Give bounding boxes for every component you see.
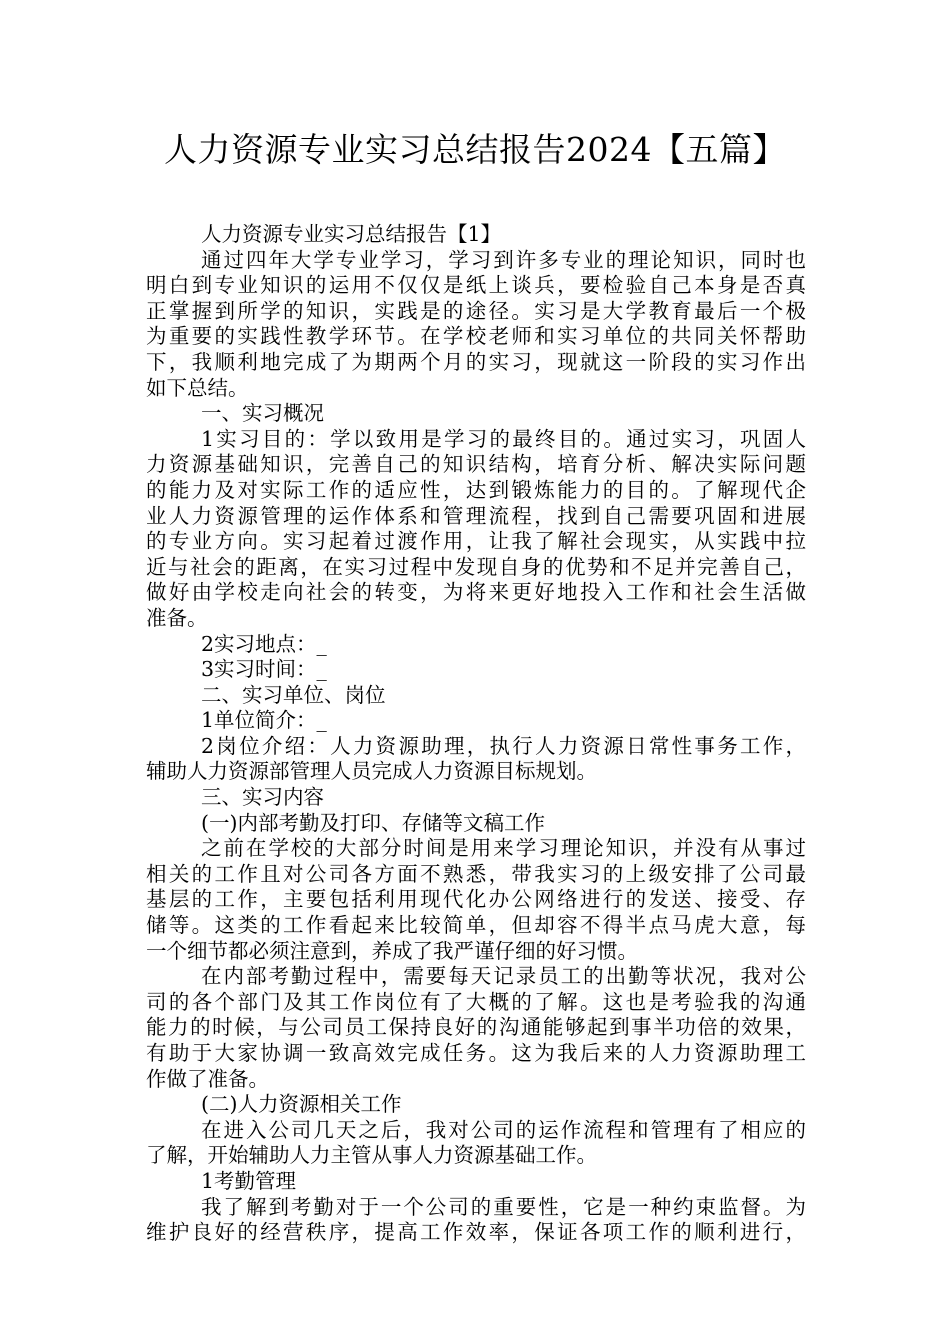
text-line: 在进入公司几天之后，我对公司的运作流程和管理有了相应的 — [201, 1117, 806, 1142]
text-line: 的能力及对实际工作的适应性，达到锻炼能力的目的。了解现代企 — [146, 477, 806, 502]
text-line: 储等。这类的工作看起来比较简单，但却容不得半点马虎大意，每 — [146, 913, 806, 938]
text-line: 1考勤管理 — [201, 1168, 297, 1193]
text-line: (一)内部考勤及打印、存储等文稿工作 — [201, 810, 545, 835]
text-line: 1单位简介：_ — [201, 708, 327, 733]
text-line: 一、实习概况 — [201, 401, 324, 426]
text-line: (二)人力资源相关工作 — [201, 1092, 402, 1117]
text-line: 在内部考勤过程中，需要每天记录员工的出勤等状况，我对公 — [201, 964, 806, 989]
document-body — [146, 222, 806, 1246]
text-line: 明白到专业知识的运用不仅仅是纸上谈兵，要检验自己本身是否真 — [146, 273, 806, 298]
text-line: 2岗位介绍：人力资源助理，执行人力资源日常性事务工作， — [201, 733, 806, 758]
text-line: 三、实习内容 — [201, 785, 324, 810]
text-line: 作做了准备。 — [146, 1066, 269, 1091]
text-line: 一个细节都必须注意到，养成了我严谨仔细的好习惯。 — [146, 938, 638, 963]
text-line: 我了解到考勤对于一个公司的重要性，它是一种约束监督。为 — [201, 1194, 806, 1219]
text-line: 通过四年大学专业学习，学习到许多专业的理论知识，同时也 — [201, 247, 806, 272]
text-line: 有助于大家协调一致高效完成任务。这为我后来的人力资源助理工 — [146, 1041, 806, 1065]
text-line: 业人力资源管理的运作体系和管理流程，找到自己需要巩固和进展 — [146, 503, 806, 528]
text-line: 1实习目的：学以致用是学习的最终目的。通过实习，巩固人 — [201, 426, 806, 451]
text-line: 之前在学校的大部分时间是用来学习理论知识，并没有从事过 — [201, 836, 806, 861]
text-line: 司的各个部门及其工作岗位有了大概的了解。这也是考验我的沟通 — [146, 989, 806, 1014]
text-line: 相关的工作且对公司各方面不熟悉，带我实习的上级安排了公司最 — [146, 861, 806, 886]
text-line: 了解，开始辅助人力主管从事人力资源基础工作。 — [146, 1143, 597, 1168]
text-line: 力资源基础知识，完善自己的知识结构，培育分析、解决实际问题 — [146, 452, 806, 477]
text-line: 准备。 — [146, 605, 208, 630]
text-line: 3实习时间：_ — [201, 657, 327, 682]
text-line: 二、实习单位、岗位 — [201, 682, 386, 707]
text-line: 为重要的实践性教学环节。在学校老师和实习单位的共同关怀帮助 — [146, 324, 806, 349]
text-line: 2实习地点：_ — [201, 631, 327, 656]
text-line: 辅助人力资源部管理人员完成人力资源目标规划。 — [146, 759, 597, 784]
text-line: 做好由学校走向社会的转变，为将来更好地投入工作和社会生活做 — [146, 580, 806, 605]
text-line: 维护良好的经营秩序，提高工作效率，保证各项工作的顺利进行， — [146, 1220, 806, 1245]
text-line: 如下总结。 — [146, 375, 249, 400]
text-line: 基层的工作，主要包括利用现代化办公网络进行的发送、接受、存 — [146, 887, 806, 912]
text-line: 的专业方向。实习起着过渡作用，让我了解社会现实，从实践中拉 — [146, 529, 806, 554]
text-line: 人力资源专业实习总结报告【1】 — [201, 222, 502, 246]
text-line: 下，我顺利地完成了为期两个月的实习，现就这一阶段的实习作出 — [146, 349, 806, 374]
text-line: 能力的时候，与公司员工保持良好的沟通能够起到事半功倍的效果， — [146, 1015, 806, 1040]
document-title: 人力资源专业实习总结报告2024【五篇】 — [164, 130, 786, 169]
text-line: 正掌握到所学的知识，实践是的途径。实习是大学教育最后一个极 — [146, 298, 806, 323]
text-line: 近与社会的距离，在实习过程中发现自身的优势和不足并完善自己， — [146, 554, 806, 579]
